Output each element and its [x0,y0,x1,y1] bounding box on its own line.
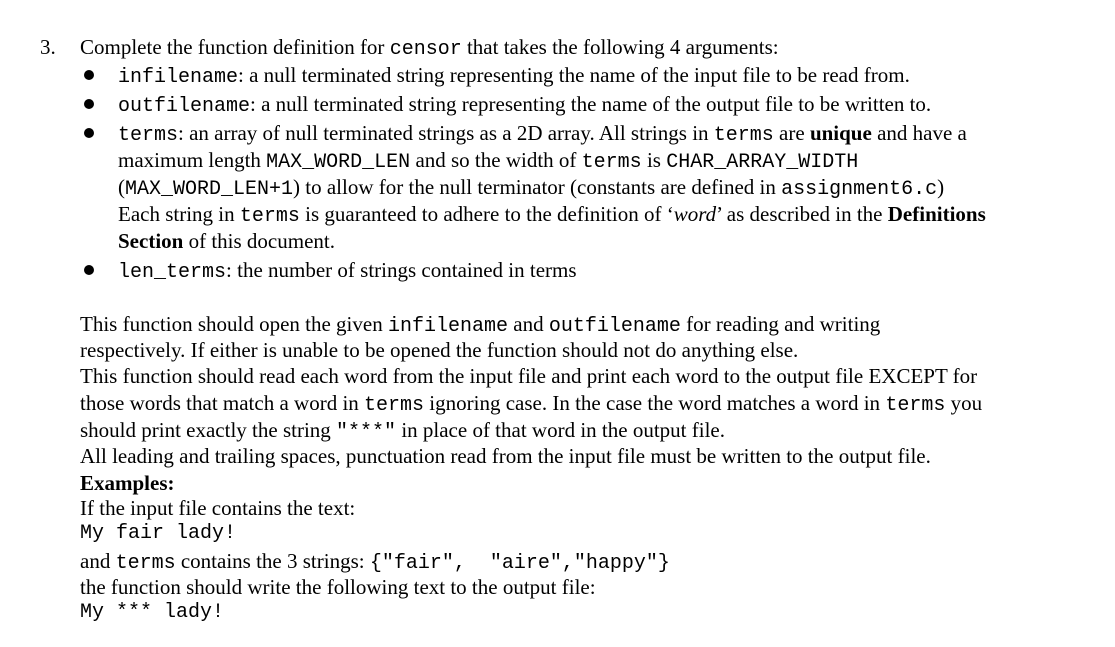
examples-heading: Examples: [80,471,175,495]
example-output-code: My *** lady! [80,601,225,624]
arg-infilename: infilename: a null terminated string representing the name of the input file to be read from. [118,63,910,89]
bullet-icon [84,265,94,275]
example-line: and terms contains the 3 strings: {"fair", "aire","happy"} [80,549,670,575]
paragraph-line: This function should open the given infilename and outfilename for reading and writing [80,312,881,338]
example-line: If the input file contains the text: [80,496,356,520]
paragraph-line: This function should read each word from the input file and print each word to the output file EXCEPT for [80,364,978,388]
bullet-icon [84,70,94,80]
question-intro: Complete the function definition for censor that takes the following 4 arguments: [80,35,779,61]
arg-len-terms: len_terms: the number of strings contained in terms [118,258,577,284]
arg-terms-line5: Section of this document. [118,229,335,253]
example-line: the function should write the following text to the output file: [80,575,596,599]
bullet-icon [84,99,94,109]
arg-terms-line2: maximum length MAX_WORD_LEN and so the width of terms is CHAR_ARRAY_WIDTH [118,148,859,174]
arg-outfilename: outfilename: a null terminated string representing the name of the output file to be written to. [118,92,932,118]
paragraph-line: those words that match a word in terms ignoring case. In the case the word matches a word in terms you [80,391,983,417]
arg-terms-line1: terms: an array of null terminated strings as a 2D array. All strings in terms are unique and have a [118,121,967,147]
paragraph-line: should print exactly the string "***" in place of that word in the output file. [80,418,725,444]
bullet-icon [84,128,94,138]
paragraph-line: respectively. If either is unable to be opened the function should not do anything else. [80,338,799,362]
example-input-code: My fair lady! [80,522,237,545]
paragraph-line: All leading and trailing spaces, punctuation read from the input file must be written to the output file. [80,444,931,468]
arg-terms-line4: Each string in terms is guaranteed to adhere to the definition of ‘word’ as described in the Definitions [118,202,986,228]
question-number: 3. [40,35,56,59]
arg-terms-line3: (MAX_WORD_LEN+1) to allow for the null terminator (constants are defined in assignment6.c) [118,175,945,201]
